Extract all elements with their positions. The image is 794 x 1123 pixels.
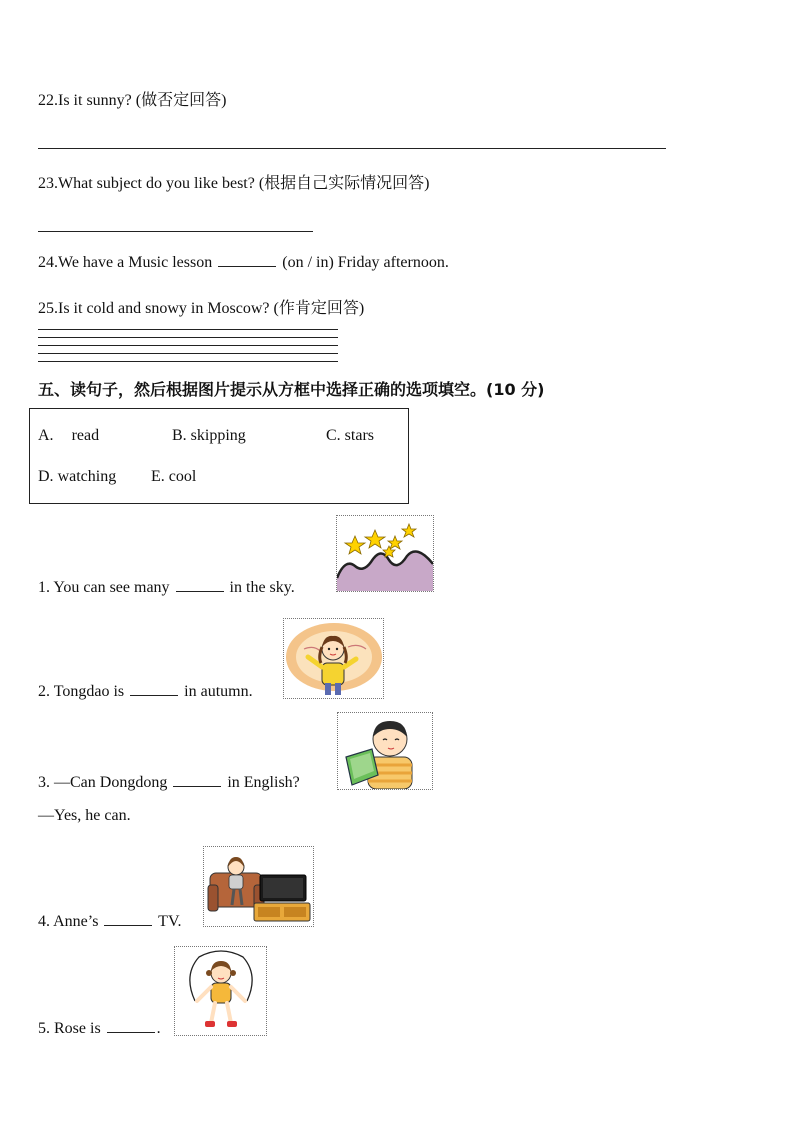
question-25: 25.Is it cold and snowy in Moscow? (作肯定回答) — [38, 300, 365, 317]
item-3-sentence: 3. —Can Dongdong in English? — [38, 774, 300, 791]
girl-watching-tv-image — [203, 846, 314, 927]
option-a: A. read — [38, 427, 100, 444]
answer-blank-3[interactable] — [173, 785, 221, 787]
girl-skipping-image — [174, 946, 267, 1036]
answer-blank-5[interactable] — [107, 1031, 155, 1033]
boy-reading-image — [337, 712, 433, 790]
answer-line-25e — [38, 361, 338, 362]
question-22: 22.Is it sunny? (做否定回答) — [38, 92, 227, 109]
answer-line-25b — [38, 337, 338, 338]
question-23: 23.What subject do you like best? (根据自己实际情况回答) — [38, 175, 430, 192]
option-b: B. skipping — [172, 427, 246, 444]
item-5-sentence: 5. Rose is . — [38, 1020, 161, 1037]
answer-blank-4[interactable] — [104, 924, 152, 926]
answer-blank-2[interactable] — [130, 694, 178, 696]
answer-line-25a — [38, 329, 338, 330]
option-e: E. cool — [151, 468, 197, 485]
answer-line-25d — [38, 353, 338, 354]
options-box — [29, 408, 409, 504]
stars-mountains-image — [336, 515, 434, 592]
question-24 — [38, 254, 449, 272]
item-1-sentence: 1. You can see many in the sky. — [38, 579, 295, 596]
option-c: C. stars — [326, 427, 374, 444]
answer-line-23 — [38, 231, 313, 232]
item-4-sentence: 4. Anne’s TV. — [38, 913, 182, 930]
question-24-before: 24.We have a Music lesson — [38, 254, 213, 271]
girl-autumn-image — [283, 618, 384, 699]
item-3-answer: —Yes, he can. — [38, 807, 131, 824]
question-24-after: (on / in) Friday afternoon. — [282, 254, 449, 271]
item-2-sentence: 2. Tongdao is in autumn. — [38, 683, 253, 700]
option-d: D. watching — [38, 468, 117, 485]
answer-line-25c — [38, 345, 338, 346]
answer-blank-24[interactable] — [218, 265, 276, 267]
answer-blank-1[interactable] — [176, 590, 224, 592]
answer-line-22 — [38, 148, 666, 149]
section-5-heading: 五、读句子，然后根据图片提示从方框中选择正确的选项填空。(10 分) — [38, 380, 545, 399]
